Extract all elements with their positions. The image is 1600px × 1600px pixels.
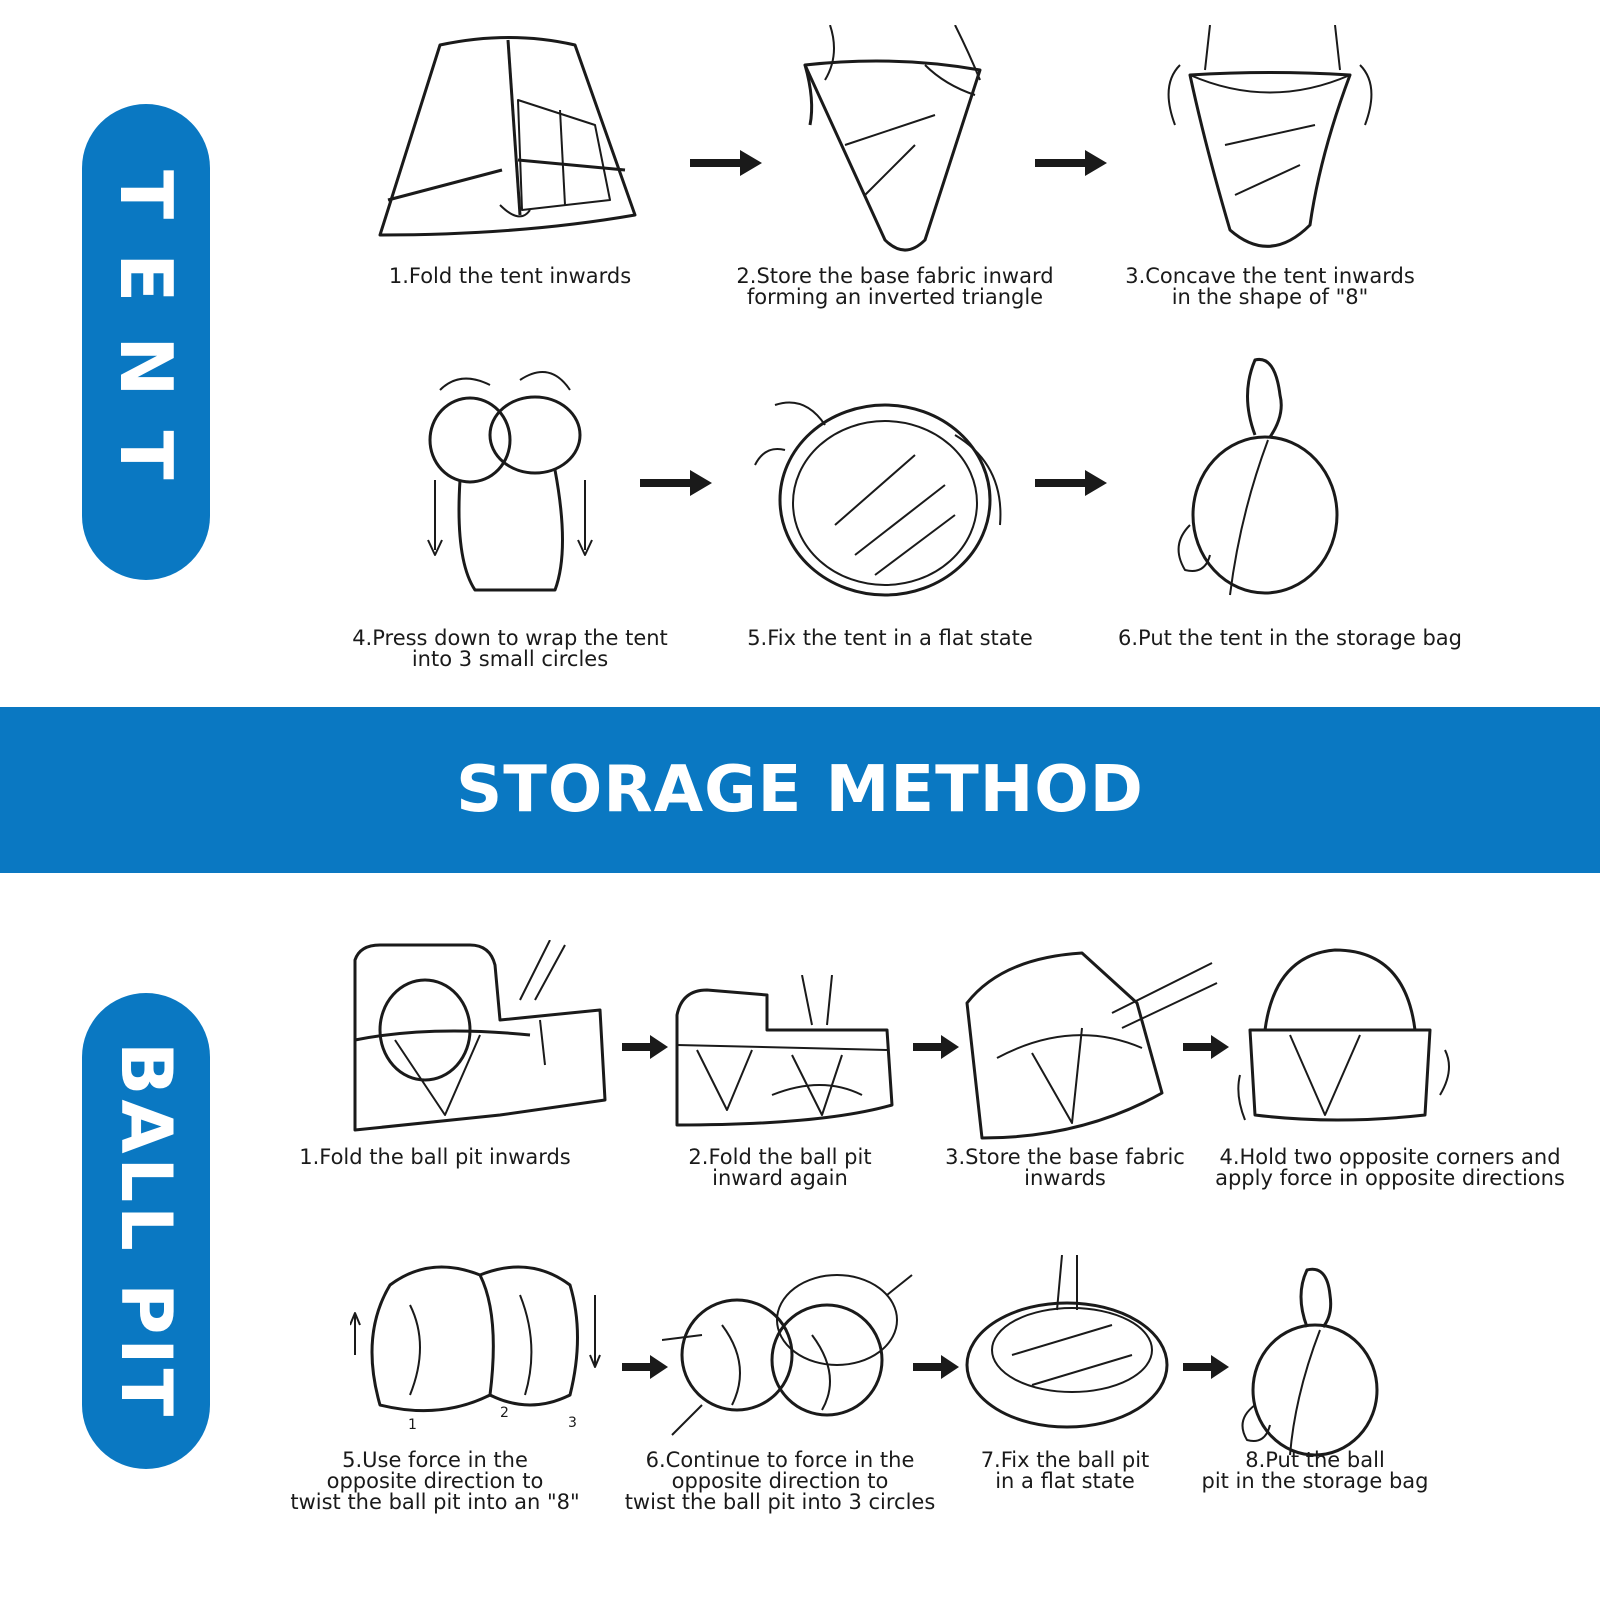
banner-title: STORAGE METHOD [456, 753, 1144, 827]
arrow-right-icon [622, 1035, 668, 1059]
ball-pit-step-4-caption: 4.Hold two opposite corners and apply force in opposite directions [1215, 1145, 1565, 1190]
tent-step-5-illustration [745, 385, 1015, 605]
tent-step-4-caption: 4.Press down to wrap the tent into 3 small circles [352, 626, 668, 671]
arrow-right-icon [640, 470, 712, 496]
ball-pit-step-5-illustration [350, 1255, 615, 1435]
ball-pit-step-1-caption: 1.Fold the ball pit inwards [299, 1145, 571, 1169]
arrow-right-icon [1035, 470, 1107, 496]
arrow-right-icon [1183, 1035, 1229, 1059]
step-5-mark-3: 3 [568, 1415, 577, 1431]
tent-step-5-caption: 5.Fix the tent in a flat state [747, 626, 1033, 650]
ball-pit-step-2-caption: 2.Fold the ball pit inward again [688, 1145, 872, 1190]
ball-pit-step-2-illustration [672, 975, 912, 1135]
arrow-right-icon [1183, 1355, 1229, 1379]
ball-pit-step-4-illustration [1235, 945, 1460, 1135]
step-5-mark-2: 2 [500, 1405, 509, 1421]
arrow-right-icon [913, 1035, 959, 1059]
storage-method-banner [0, 707, 1600, 873]
tent-step-1-caption: 1.Fold the tent inwards [388, 264, 632, 288]
ball-pit-label: BALL PIT [105, 1041, 187, 1421]
ball-pit-section-label [82, 993, 210, 1469]
tent-step-2-illustration [785, 25, 1015, 260]
tent-label: TENT [104, 170, 188, 514]
arrow-right-icon [913, 1355, 959, 1379]
ball-pit-step-6-illustration [662, 1265, 922, 1440]
tent-step-6-caption: 6.Put the tent in the storage bag [1118, 626, 1462, 650]
ball-pit-step-3-caption: 3.Store the base fabric inwards [945, 1145, 1185, 1190]
tent-step-4-illustration [420, 360, 600, 605]
ball-pit-step-8-caption: 8.Put the ball pit in the storage bag [1201, 1448, 1429, 1493]
ball-pit-step-7-illustration [962, 1255, 1182, 1435]
arrow-right-icon [690, 150, 762, 176]
step-5-mark-1: 1 [408, 1417, 417, 1433]
ball-pit-step-5-caption: 5.Use force in the opposite direction to twist the ball pit into an "8" [290, 1448, 580, 1514]
tent-step-2-caption: 2.Store the base fabric inward forming an inverted triangle [736, 264, 1054, 309]
ball-pit-step-1-illustration [350, 940, 615, 1135]
arrow-right-icon [1035, 150, 1107, 176]
ball-pit-step-7-caption: 7.Fix the ball pit in a flat state [980, 1448, 1150, 1493]
tent-section-label [82, 104, 210, 580]
tent-step-6-illustration [1160, 355, 1340, 600]
ball-pit-step-6-caption: 6.Continue to force in the opposite direction to twist the ball pit into 3 circles [624, 1448, 936, 1514]
tent-step-3-caption: 3.Concave the tent inwards in the shape of "8" [1125, 264, 1415, 309]
ball-pit-step-8-illustration [1235, 1265, 1385, 1460]
tent-step-3-illustration [1150, 25, 1390, 265]
tent-step-1-illustration [370, 30, 650, 255]
